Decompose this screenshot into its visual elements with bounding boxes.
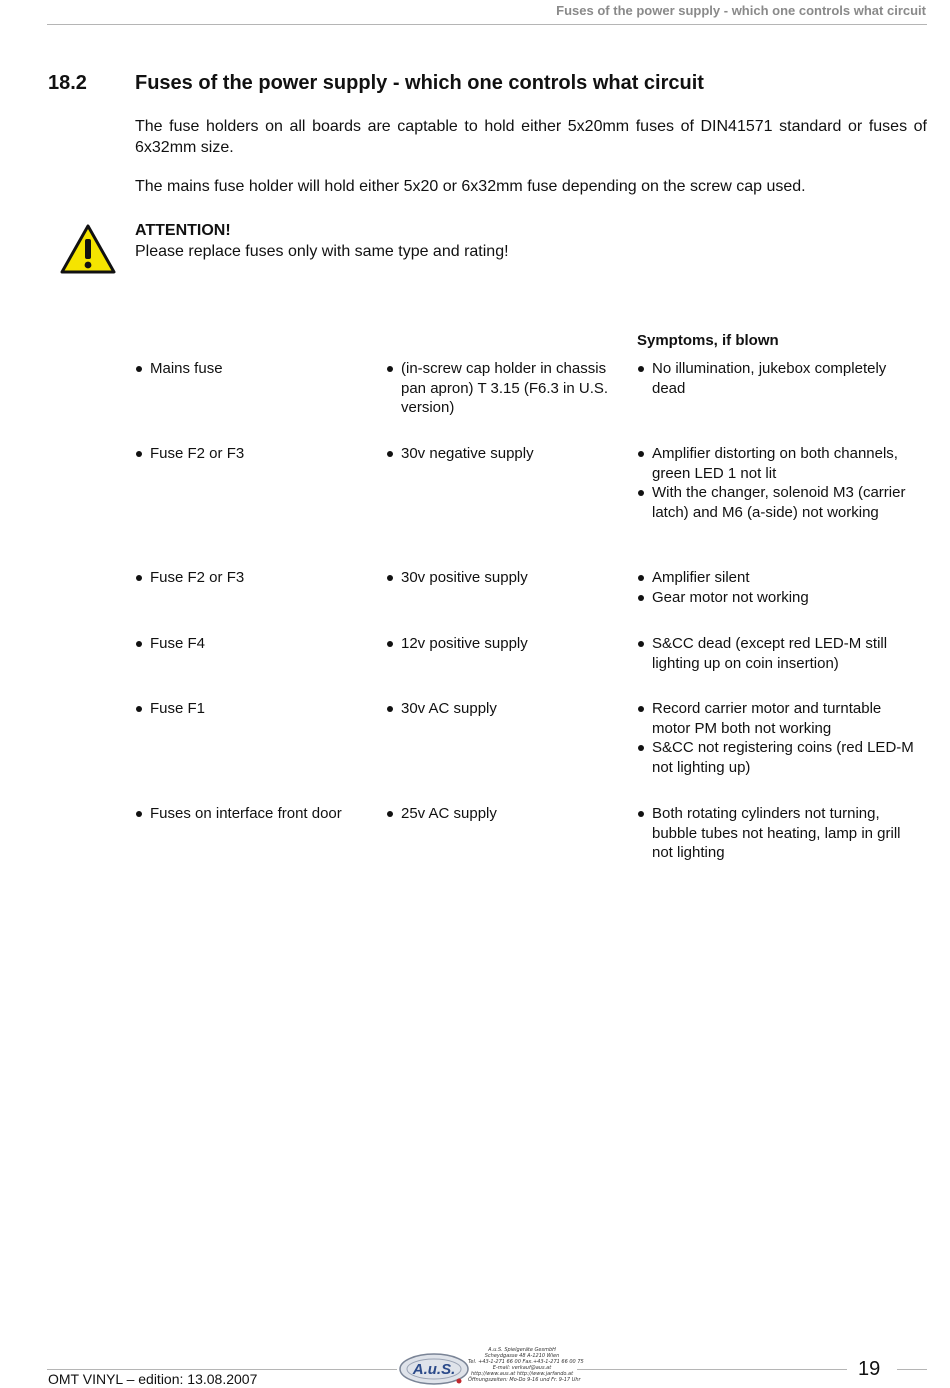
symptoms-column-header: Symptoms, if blown [637,332,779,349]
address-line: Scheydgasse 48 A-1210 Wien [484,1353,560,1359]
attention-notice [135,220,509,262]
fuse-name: Fuse F2 or F3 [135,444,375,464]
running-header-title: Fuses of the power supply - which one controls what circuit [556,3,926,18]
footer-divider-right [897,1369,927,1370]
section-title: Fuses of the power supply - which one controls what circuit [135,72,704,94]
footer-divider-left [47,1369,397,1370]
fuse-symptom: Amplifier distorting on both channels, green LED 1 not lit [637,444,922,483]
address-line: Öffnungszeiten: Mo-Do 9-16 und Fr. 9-17 Uhr [468,1377,581,1383]
attention-text: Please replace fuses only with same type and rating! [135,243,509,260]
fuse-symptom: Both rotating cylinders not turning, bubble tubes not heating, lamp in grill not lighting [637,804,922,863]
address-line: http://www.aus.at http://www.jarfando.at [470,1371,574,1377]
edition-label: OMT VINYL – edition: 13.08.2007 [48,1371,258,1387]
aus-logo-icon [398,1348,470,1386]
fuse-circuit: (in-screw cap holder in chassis pan apron) T 3.15 (F6.3 in U.S. version) [386,359,626,418]
attention-title: ATTENTION! [135,222,231,239]
fuse-circuit: 30v positive supply [386,568,626,588]
fuse-circuit: 25v AC supply [386,804,626,824]
fuse-symptom: Amplifier silent [637,568,922,588]
fuse-circuit: 12v positive supply [386,634,626,654]
fuse-name: Fuse F1 [135,699,375,719]
fuse-symptom: S&CC not registering coins (red LED-M not lighting up) [637,738,922,777]
intro-paragraph: The fuse holders on all boards are captable to hold either 5x20mm fuses of DIN41571 standard or fuses of 6x32mm size. [135,118,927,156]
fuse-symptom: Record carrier motor and turntable motor PM both not working [637,699,922,738]
svg-text:A.u.S.: A.u.S. [412,1361,456,1378]
fuse-name: Mains fuse [135,359,375,379]
warning-triangle-icon [60,224,116,274]
fuse-name: Fuse F2 or F3 [135,568,375,588]
header-divider [47,24,927,25]
fuse-symptom: Gear motor not working [637,588,922,608]
page-number: 19 [858,1358,881,1380]
mains-fuse-paragraph: The mains fuse holder will hold either 5x20 or 6x32mm fuse depending on the screw cap used. [135,178,806,195]
fuse-symptom: No illumination, jukebox completely dead [637,359,922,398]
fuse-name: Fuse F4 [135,634,375,654]
footer-divider-middle [577,1369,847,1370]
address-line: E-mail: verkauf@aus.at [492,1365,552,1371]
fuse-circuit: 30v AC supply [386,699,626,719]
fuse-circuit: 30v negative supply [386,444,626,464]
fuse-symptom: S&CC dead (except red LED-M still lighting up on coin insertion) [637,634,922,673]
address-line: A.u.S. Spielgeräte GesmbH [488,1347,556,1353]
company-address [468,1347,584,1383]
section-number: 18.2 [48,72,87,94]
fuse-symptom: With the changer, solenoid M3 (carrier latch) and M6 (a-side) not working [637,483,922,522]
fuse-name: Fuses on interface front door [135,804,375,824]
address-line: Tel. +43-1-271 66 00 Fax.+43-1-271 66 00 75 [468,1359,584,1365]
